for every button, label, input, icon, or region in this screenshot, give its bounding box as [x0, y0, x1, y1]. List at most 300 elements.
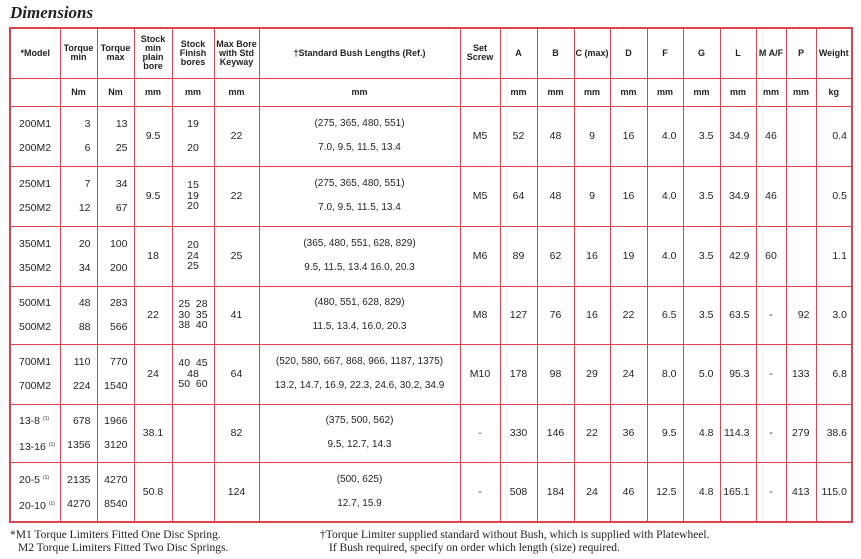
cell-line: (365, 480, 551, 628, 829) — [303, 238, 416, 249]
cell-line: 110 — [73, 356, 91, 368]
cell-line: 16 — [622, 190, 635, 202]
cell-line: 9 — [589, 190, 595, 202]
unit-cell: mm — [259, 78, 460, 106]
cell-line: 12 — [78, 202, 91, 214]
dim-p-cell — [786, 404, 816, 462]
model-text: 13-8 — [19, 415, 41, 427]
cell-line: 8.0 — [661, 368, 677, 380]
dim-l-cell — [720, 404, 756, 462]
cell-line: 1540 — [104, 380, 128, 392]
cell-line — [19, 466, 60, 492]
bush-lengths-cell — [259, 106, 460, 166]
unit-cell — [460, 78, 500, 106]
column-header: L — [720, 28, 756, 78]
cell-line: 82 — [230, 427, 243, 439]
dim-a-cell — [500, 404, 537, 462]
cell-line: 350M2 — [19, 262, 52, 274]
cell-line: 46 — [622, 485, 635, 498]
unit-cell: mm — [172, 78, 214, 106]
column-header: †Standard Bush Lengths (Ref.) — [259, 28, 460, 78]
cell-line: 4.0 — [661, 190, 677, 202]
dim-c-cell — [574, 404, 610, 462]
column-header: M A/F — [756, 28, 786, 78]
cell-line: 770 — [109, 356, 128, 368]
table-row — [10, 462, 852, 522]
dim-l-cell — [720, 462, 756, 522]
cell-line: 133 — [791, 368, 810, 380]
cell-line: 4.8 — [698, 427, 714, 439]
cell-line: 63.5 — [729, 309, 750, 321]
column-header: Stock min plain bore — [134, 28, 172, 78]
cell-line: 500M1 — [19, 297, 52, 309]
cell-line: 24 — [187, 249, 199, 262]
dim-c-cell — [574, 226, 610, 286]
cell-line: 20 — [78, 238, 91, 250]
cell-line: 34 — [115, 178, 128, 190]
bush-lengths-cell — [259, 404, 460, 462]
footnote-marker: (1) — [42, 416, 50, 422]
cell-line: 9.5, 11.5, 13.4 16.0, 20.3 — [304, 262, 415, 273]
bush-lengths-cell — [259, 286, 460, 344]
cell-line: 678 — [72, 415, 91, 427]
unit-cell: mm — [756, 78, 786, 106]
cell-line: 76 — [549, 309, 562, 321]
set-screw-cell — [460, 344, 500, 404]
dim-w-cell — [816, 344, 852, 404]
dim-g-cell — [683, 344, 720, 404]
set-screw-cell — [460, 226, 500, 286]
dim-m-cell — [756, 462, 786, 522]
model-cell — [10, 226, 60, 286]
dim-p-cell — [786, 166, 816, 226]
cell-line: 3.5 — [698, 250, 714, 262]
max-bore-cell — [214, 286, 259, 344]
max-bore-cell — [214, 106, 259, 166]
cell-line: M8 — [472, 309, 488, 321]
column-header: G — [683, 28, 720, 78]
cell-line: 15 — [187, 179, 199, 192]
dim-w-cell — [816, 404, 852, 462]
dim-c-cell — [574, 286, 610, 344]
footnote-line: *M1 Torque Limiters Fitted One Disc Spring. — [10, 529, 221, 541]
finish-bores-cell — [172, 166, 214, 226]
cell-line: 22 — [586, 427, 598, 439]
footnote-line: M2 Torque Limiters Fitted Two Disc Springs. — [18, 542, 229, 554]
cell-line: 6.5 — [661, 309, 677, 321]
footnote-marker: (1) — [48, 442, 55, 448]
cell-line: 34.9 — [729, 190, 750, 202]
dim-f-cell — [647, 286, 683, 344]
cell-line: 4270 — [104, 473, 128, 486]
dim-f-cell — [647, 106, 683, 166]
cell-line: 98 — [549, 368, 562, 380]
dim-d-cell — [610, 106, 647, 166]
set-screw-cell — [460, 404, 500, 462]
cell-line: 29 — [586, 368, 598, 380]
cell-line: 13 — [115, 118, 128, 130]
cell-line: 3.0 — [832, 309, 847, 321]
dim-a-cell — [500, 286, 537, 344]
cell-line: M5 — [472, 130, 488, 142]
torque-min-cell — [60, 404, 97, 462]
dim-w-cell — [816, 106, 852, 166]
dim-f-cell — [647, 462, 683, 522]
cell-line: (275, 365, 480, 551) — [314, 118, 405, 129]
cell-line: 178 — [509, 368, 528, 380]
column-header: Stock Finish bores — [172, 28, 214, 78]
set-screw-cell — [460, 462, 500, 522]
cell-line: 1356 — [67, 439, 91, 451]
units-row — [10, 78, 852, 106]
cell-line: 60 — [765, 250, 777, 262]
cell-line: 500M2 — [19, 321, 52, 333]
cell-line: 0.4 — [832, 130, 847, 142]
column-header: Weight — [816, 28, 852, 78]
cell-line: (500, 625) — [336, 473, 383, 485]
dim-p-cell — [786, 286, 816, 344]
cell-line: 3120 — [104, 439, 128, 451]
cell-line: M5 — [472, 190, 488, 202]
cell-line: 48 — [187, 367, 199, 380]
dim-w-cell — [816, 166, 852, 226]
cell-line: 4.8 — [698, 485, 714, 498]
cell-line: 20 — [187, 239, 199, 252]
cell-line: 13.2, 14.7, 16.9, 22.3, 24.6, 30.2, 34.9 — [274, 380, 445, 391]
cell-line: (275, 365, 480, 551) — [314, 178, 405, 189]
dim-c-cell — [574, 106, 610, 166]
finish-bores-cell — [172, 226, 214, 286]
torque-min-cell — [60, 166, 97, 226]
finish-bores-cell — [172, 106, 214, 166]
cell-line: 48 — [78, 297, 91, 309]
cell-line: 20 — [187, 142, 199, 154]
max-bore-cell — [214, 404, 259, 462]
cell-line: 38.1 — [142, 427, 164, 439]
cell-line — [19, 492, 60, 518]
torque-max-cell — [97, 226, 134, 286]
cell-line: 200M2 — [19, 142, 52, 154]
model-text: 20-10 — [19, 499, 46, 512]
dimensions-table — [9, 27, 853, 523]
bush-lengths-cell — [259, 462, 460, 522]
dim-m-cell — [756, 166, 786, 226]
dim-a-cell — [500, 166, 537, 226]
cell-line: 224 — [72, 380, 91, 392]
torque-min-cell — [60, 462, 97, 522]
max-bore-cell — [214, 344, 259, 404]
cell-line: 48 — [549, 130, 562, 142]
dim-d-cell — [610, 462, 647, 522]
unit-cell: mm — [786, 78, 816, 106]
unit-cell: Nm — [97, 78, 134, 106]
cell-line: 36 — [622, 427, 635, 439]
cell-line: 30 35 — [178, 308, 208, 321]
dim-m-cell — [756, 106, 786, 166]
cell-line: 22 — [230, 130, 243, 142]
bush-lengths-cell — [259, 166, 460, 226]
cell-line: 92 — [797, 309, 810, 321]
set-screw-cell — [460, 286, 500, 344]
cell-line: 1.1 — [832, 250, 847, 262]
cell-line: 0.5 — [832, 190, 847, 202]
cell-line: 20 — [187, 200, 199, 213]
plain-bore-cell — [134, 404, 172, 462]
torque-min-cell — [60, 106, 97, 166]
model-text: 13-16 — [19, 441, 46, 453]
cell-line: 25 28 — [178, 298, 208, 311]
cell-line: 19 — [622, 250, 635, 262]
finish-bores-cell — [172, 462, 214, 522]
cell-line: 7.0, 9.5, 11.5, 13.4 — [318, 202, 401, 213]
cell-line: 413 — [791, 485, 810, 498]
cell-line: 22 — [230, 190, 243, 202]
footnote-left — [10, 529, 228, 555]
column-header: P — [786, 28, 816, 78]
cell-line: M6 — [472, 250, 488, 262]
cell-line: 22 — [622, 309, 635, 321]
dim-d-cell — [610, 286, 647, 344]
unit-cell: mm — [537, 78, 574, 106]
model-cell — [10, 166, 60, 226]
torque-max-cell — [97, 404, 134, 462]
dim-b-cell — [537, 286, 574, 344]
dim-l-cell — [720, 106, 756, 166]
dim-a-cell — [500, 462, 537, 522]
torque-min-cell — [60, 286, 97, 344]
dim-f-cell — [647, 226, 683, 286]
cell-line: 50 60 — [178, 378, 208, 391]
plain-bore-cell — [134, 166, 172, 226]
finish-bores-cell — [172, 286, 214, 344]
cell-line: 700M1 — [19, 356, 52, 368]
finish-bores-cell — [172, 404, 214, 462]
cell-line: - — [478, 427, 482, 439]
unit-cell: mm — [647, 78, 683, 106]
cell-line: 11.5, 13.4, 16.0, 20.3 — [312, 321, 407, 332]
cell-line: 41 — [230, 309, 243, 321]
plain-bore-cell — [134, 106, 172, 166]
cell-line: (480, 551, 628, 829) — [314, 297, 405, 308]
cell-line: 127 — [509, 309, 528, 321]
dim-d-cell — [610, 226, 647, 286]
dim-l-cell — [720, 286, 756, 344]
cell-line: 48 — [549, 190, 562, 202]
dim-l-cell — [720, 166, 756, 226]
dim-a-cell — [500, 344, 537, 404]
cell-line: 25 — [230, 250, 243, 262]
cell-line: 25 — [187, 260, 199, 273]
cell-line: 3.5 — [698, 130, 714, 142]
cell-line: 50.8 — [142, 485, 164, 498]
dim-d-cell — [610, 404, 647, 462]
dim-m-cell — [756, 226, 786, 286]
dim-f-cell — [647, 166, 683, 226]
dim-b-cell — [537, 166, 574, 226]
cell-line: 115.0 — [821, 485, 847, 498]
plain-bore-cell — [134, 344, 172, 404]
column-header: Max Bore with Std Keyway — [214, 28, 259, 78]
dim-c-cell — [574, 344, 610, 404]
cell-line: 200M1 — [19, 118, 52, 130]
cell-line: 3 — [84, 118, 91, 130]
dim-b-cell — [537, 106, 574, 166]
cell-line: 9.5, 12.7, 14.3 — [327, 439, 392, 450]
dim-f-cell — [647, 404, 683, 462]
cell-line — [19, 433, 60, 459]
cell-line: 62 — [549, 250, 562, 262]
cell-line: 700M2 — [19, 380, 52, 392]
cell-line: (375, 500, 562) — [325, 415, 394, 426]
cell-line: 250M2 — [19, 202, 52, 214]
table-row — [10, 404, 852, 462]
dim-g-cell — [683, 286, 720, 344]
cell-line: - — [769, 485, 773, 498]
cell-line: 46 — [765, 190, 777, 202]
dim-g-cell — [683, 462, 720, 522]
dim-a-cell — [500, 106, 537, 166]
torque-max-cell — [97, 344, 134, 404]
column-header: C (max) — [574, 28, 610, 78]
cell-line: 95.3 — [729, 368, 750, 380]
cell-line: 250M1 — [19, 178, 52, 190]
cell-line: 64 — [512, 190, 525, 202]
dim-p-cell — [786, 106, 816, 166]
torque-max-cell — [97, 462, 134, 522]
cell-line: 9 — [589, 130, 595, 142]
set-screw-cell — [460, 166, 500, 226]
plain-bore-cell — [134, 226, 172, 286]
column-header: Torque max — [97, 28, 134, 78]
cell-line: M10 — [469, 368, 491, 380]
column-header: A — [500, 28, 537, 78]
cell-line: 46 — [765, 130, 777, 142]
cell-line: 24 — [622, 368, 635, 380]
cell-line: 38 40 — [178, 319, 208, 332]
cell-line — [19, 407, 60, 433]
cell-line: 9.5 — [145, 130, 161, 142]
dim-a-cell — [500, 226, 537, 286]
cell-line: 350M1 — [19, 238, 52, 250]
cell-line: 16 — [586, 250, 598, 262]
unit-cell: kg — [816, 78, 852, 106]
dim-g-cell — [683, 226, 720, 286]
cell-line: 16 — [622, 130, 635, 142]
torque-max-cell — [97, 166, 134, 226]
column-header: *Model — [10, 28, 60, 78]
max-bore-cell — [214, 226, 259, 286]
cell-line: (520, 580, 667, 868, 966, 1187, 1375) — [275, 356, 444, 367]
cell-line: 89 — [512, 250, 525, 262]
cell-line: 279 — [791, 427, 810, 439]
finish-bores-cell — [172, 344, 214, 404]
unit-cell: mm — [500, 78, 537, 106]
cell-line: 67 — [115, 202, 128, 214]
column-header: B — [537, 28, 574, 78]
cell-line: 1966 — [104, 415, 128, 427]
cell-line: - — [769, 368, 773, 380]
table-row — [10, 226, 852, 286]
cell-line: 34 — [78, 262, 91, 274]
dim-l-cell — [720, 226, 756, 286]
cell-line: 7 — [84, 178, 91, 190]
dim-p-cell — [786, 226, 816, 286]
footnote-line: †Torque Limiter supplied standard without Bush, which is supplied with Platewheel. — [320, 529, 710, 541]
cell-line: 114.3 — [724, 427, 750, 439]
dim-g-cell — [683, 106, 720, 166]
cell-line: - — [769, 427, 773, 439]
plain-bore-cell — [134, 286, 172, 344]
unit-cell: mm — [134, 78, 172, 106]
dim-b-cell — [537, 462, 574, 522]
cell-line: 64 — [230, 368, 243, 380]
model-cell — [10, 286, 60, 344]
cell-line: 34.9 — [729, 130, 750, 142]
cell-line: 8540 — [104, 497, 128, 510]
cell-line: 22 — [147, 309, 159, 321]
footnote-marker: (1) — [42, 474, 50, 481]
cell-line: 4270 — [67, 497, 91, 510]
torque-max-cell — [97, 106, 134, 166]
unit-cell: mm — [610, 78, 647, 106]
cell-line: 5.0 — [698, 368, 714, 380]
table-row — [10, 344, 852, 404]
max-bore-cell — [214, 462, 259, 522]
unit-cell: Nm — [60, 78, 97, 106]
cell-line: 4.0 — [661, 130, 677, 142]
dim-m-cell — [756, 344, 786, 404]
table-row — [10, 166, 852, 226]
dim-b-cell — [537, 226, 574, 286]
cell-line: 12.5 — [656, 485, 677, 498]
unit-cell — [10, 78, 60, 106]
header-row — [10, 28, 852, 78]
model-cell — [10, 344, 60, 404]
cell-line: - — [478, 485, 482, 498]
cell-line: 24 — [586, 485, 598, 498]
cell-line: 16 — [586, 309, 598, 321]
cell-line: 3.5 — [698, 190, 714, 202]
cell-line: 38.6 — [826, 427, 847, 439]
cell-line: 6 — [84, 142, 91, 154]
max-bore-cell — [214, 166, 259, 226]
unit-cell: mm — [214, 78, 259, 106]
dim-p-cell — [786, 462, 816, 522]
bush-lengths-cell — [259, 344, 460, 404]
cell-line: 40 45 — [178, 357, 208, 370]
cell-line: 7.0, 9.5, 11.5, 13.4 — [318, 142, 401, 153]
model-cell — [10, 404, 60, 462]
cell-line: 18 — [147, 250, 159, 262]
cell-line: 42.9 — [729, 250, 750, 262]
cell-line: 6.8 — [832, 368, 847, 380]
column-header: D — [610, 28, 647, 78]
set-screw-cell — [460, 106, 500, 166]
cell-line: 12.7, 15.9 — [337, 497, 382, 509]
bush-lengths-cell — [259, 226, 460, 286]
dim-d-cell — [610, 166, 647, 226]
dim-w-cell — [816, 286, 852, 344]
dim-f-cell — [647, 344, 683, 404]
cell-line: 508 — [509, 485, 528, 498]
footnote-marker: (1) — [48, 500, 55, 507]
cell-line: 100 — [109, 238, 128, 250]
cell-line: 124 — [227, 485, 246, 498]
dim-c-cell — [574, 166, 610, 226]
unit-cell: mm — [683, 78, 720, 106]
table-row — [10, 286, 852, 344]
dim-b-cell — [537, 404, 574, 462]
cell-line: 9.5 — [145, 190, 161, 202]
